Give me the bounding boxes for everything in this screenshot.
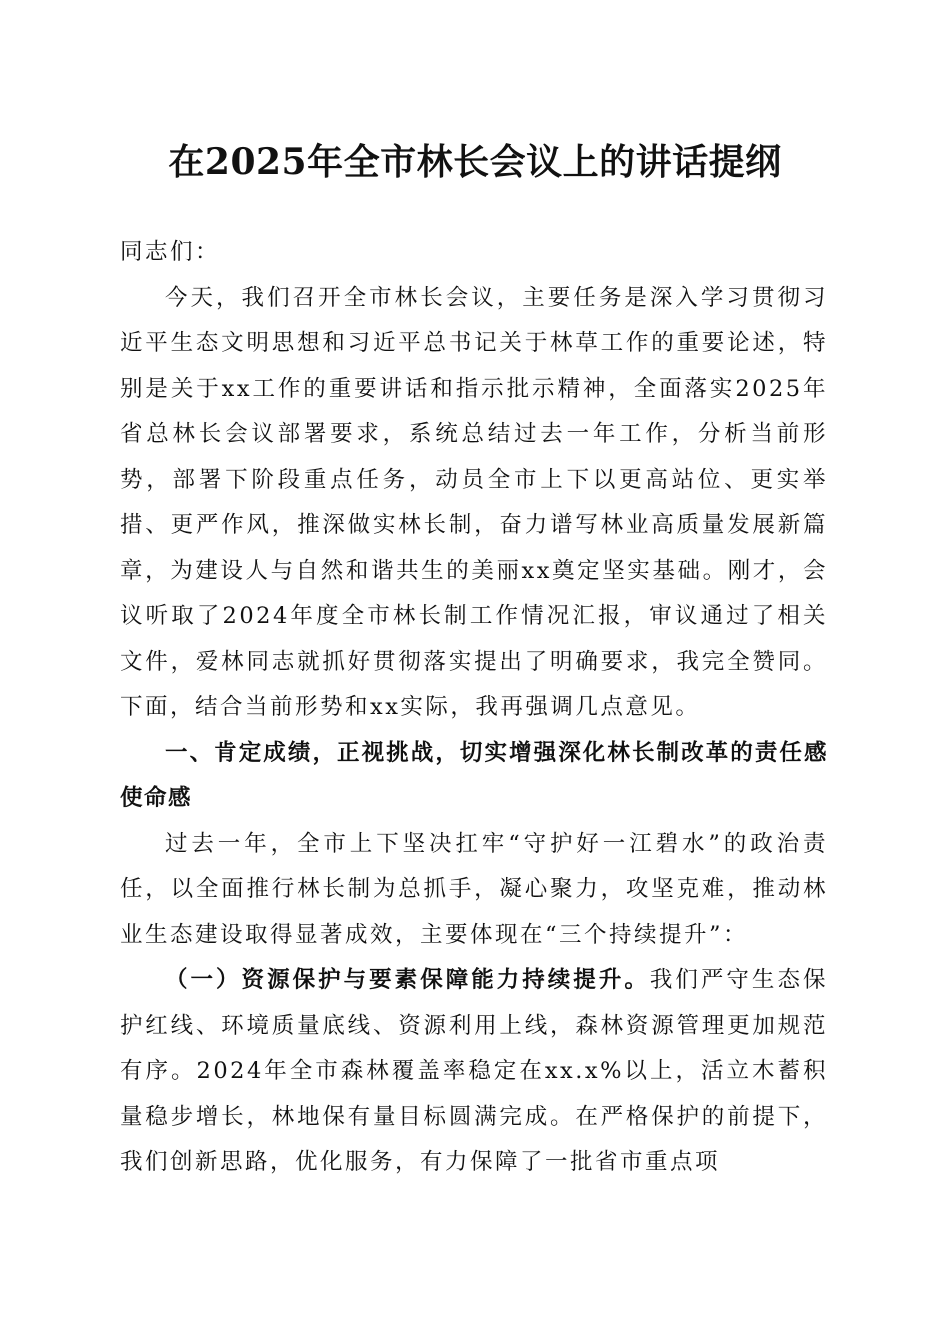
sub-heading-1: （一）资源保护与要素保障能力持续提升。 (165, 967, 650, 993)
section-heading-1: 一、肯定成绩，正视挑战，切实增强深化林长制改革的责任感使命感 (120, 739, 828, 811)
salutation: 同志们： (120, 239, 221, 265)
paragraph-resource-protection (120, 958, 828, 1186)
paragraph-resource-protection-text: 我们严守生态保护红线、环境质量底线、资源利用上线，森林资源管理更加规范有序。2024年全市森林覆盖率稳定在xx.x%以上，活立木蓄积量稳步增长，林地保有量目标圆满完成。在严格保护的前提下，我们创新思路，优化服务，有力保障了一批省市重点项 (120, 967, 828, 1175)
paragraph-achievements: 过去一年，全市上下坚决扛牢“守护好一江碧水”的政治责任，以全面推行林长制为总抓手，凝心聚力，攻坚克难，推动林业生态建设取得显著成效，主要体现在“三个持续提升”： (120, 830, 828, 948)
document-body (120, 230, 828, 1186)
paragraph-opening: 今天，我们召开全市林长会议，主要任务是深入学习贯彻习近平生态文明思想和习近平总书记关于林草工作的重要论述，特别是关于xx工作的重要讲话和指示批示精神，全面落实2025年省总林长会议部署要求，系统总结过去一年工作，分析当前形势，部署下阶段重点任务，动员全市上下以更高站位、更实举措、更严作风，推深做实林长制，奋力谱写林业高质量发展新篇章，为建设人与自然和谐共生的美丽xx奠定坚实基础。刚才，会议听取了2024年度全市林长制工作情况汇报，审议通过了相关文件，爱林同志就抓好贯彻落实提出了明确要求，我完全赞同。下面，结合当前形势和xx实际，我再强调几点意见。 (120, 284, 828, 720)
document-title: 在2025年全市林长会议上的讲话提纲 (168, 141, 782, 183)
